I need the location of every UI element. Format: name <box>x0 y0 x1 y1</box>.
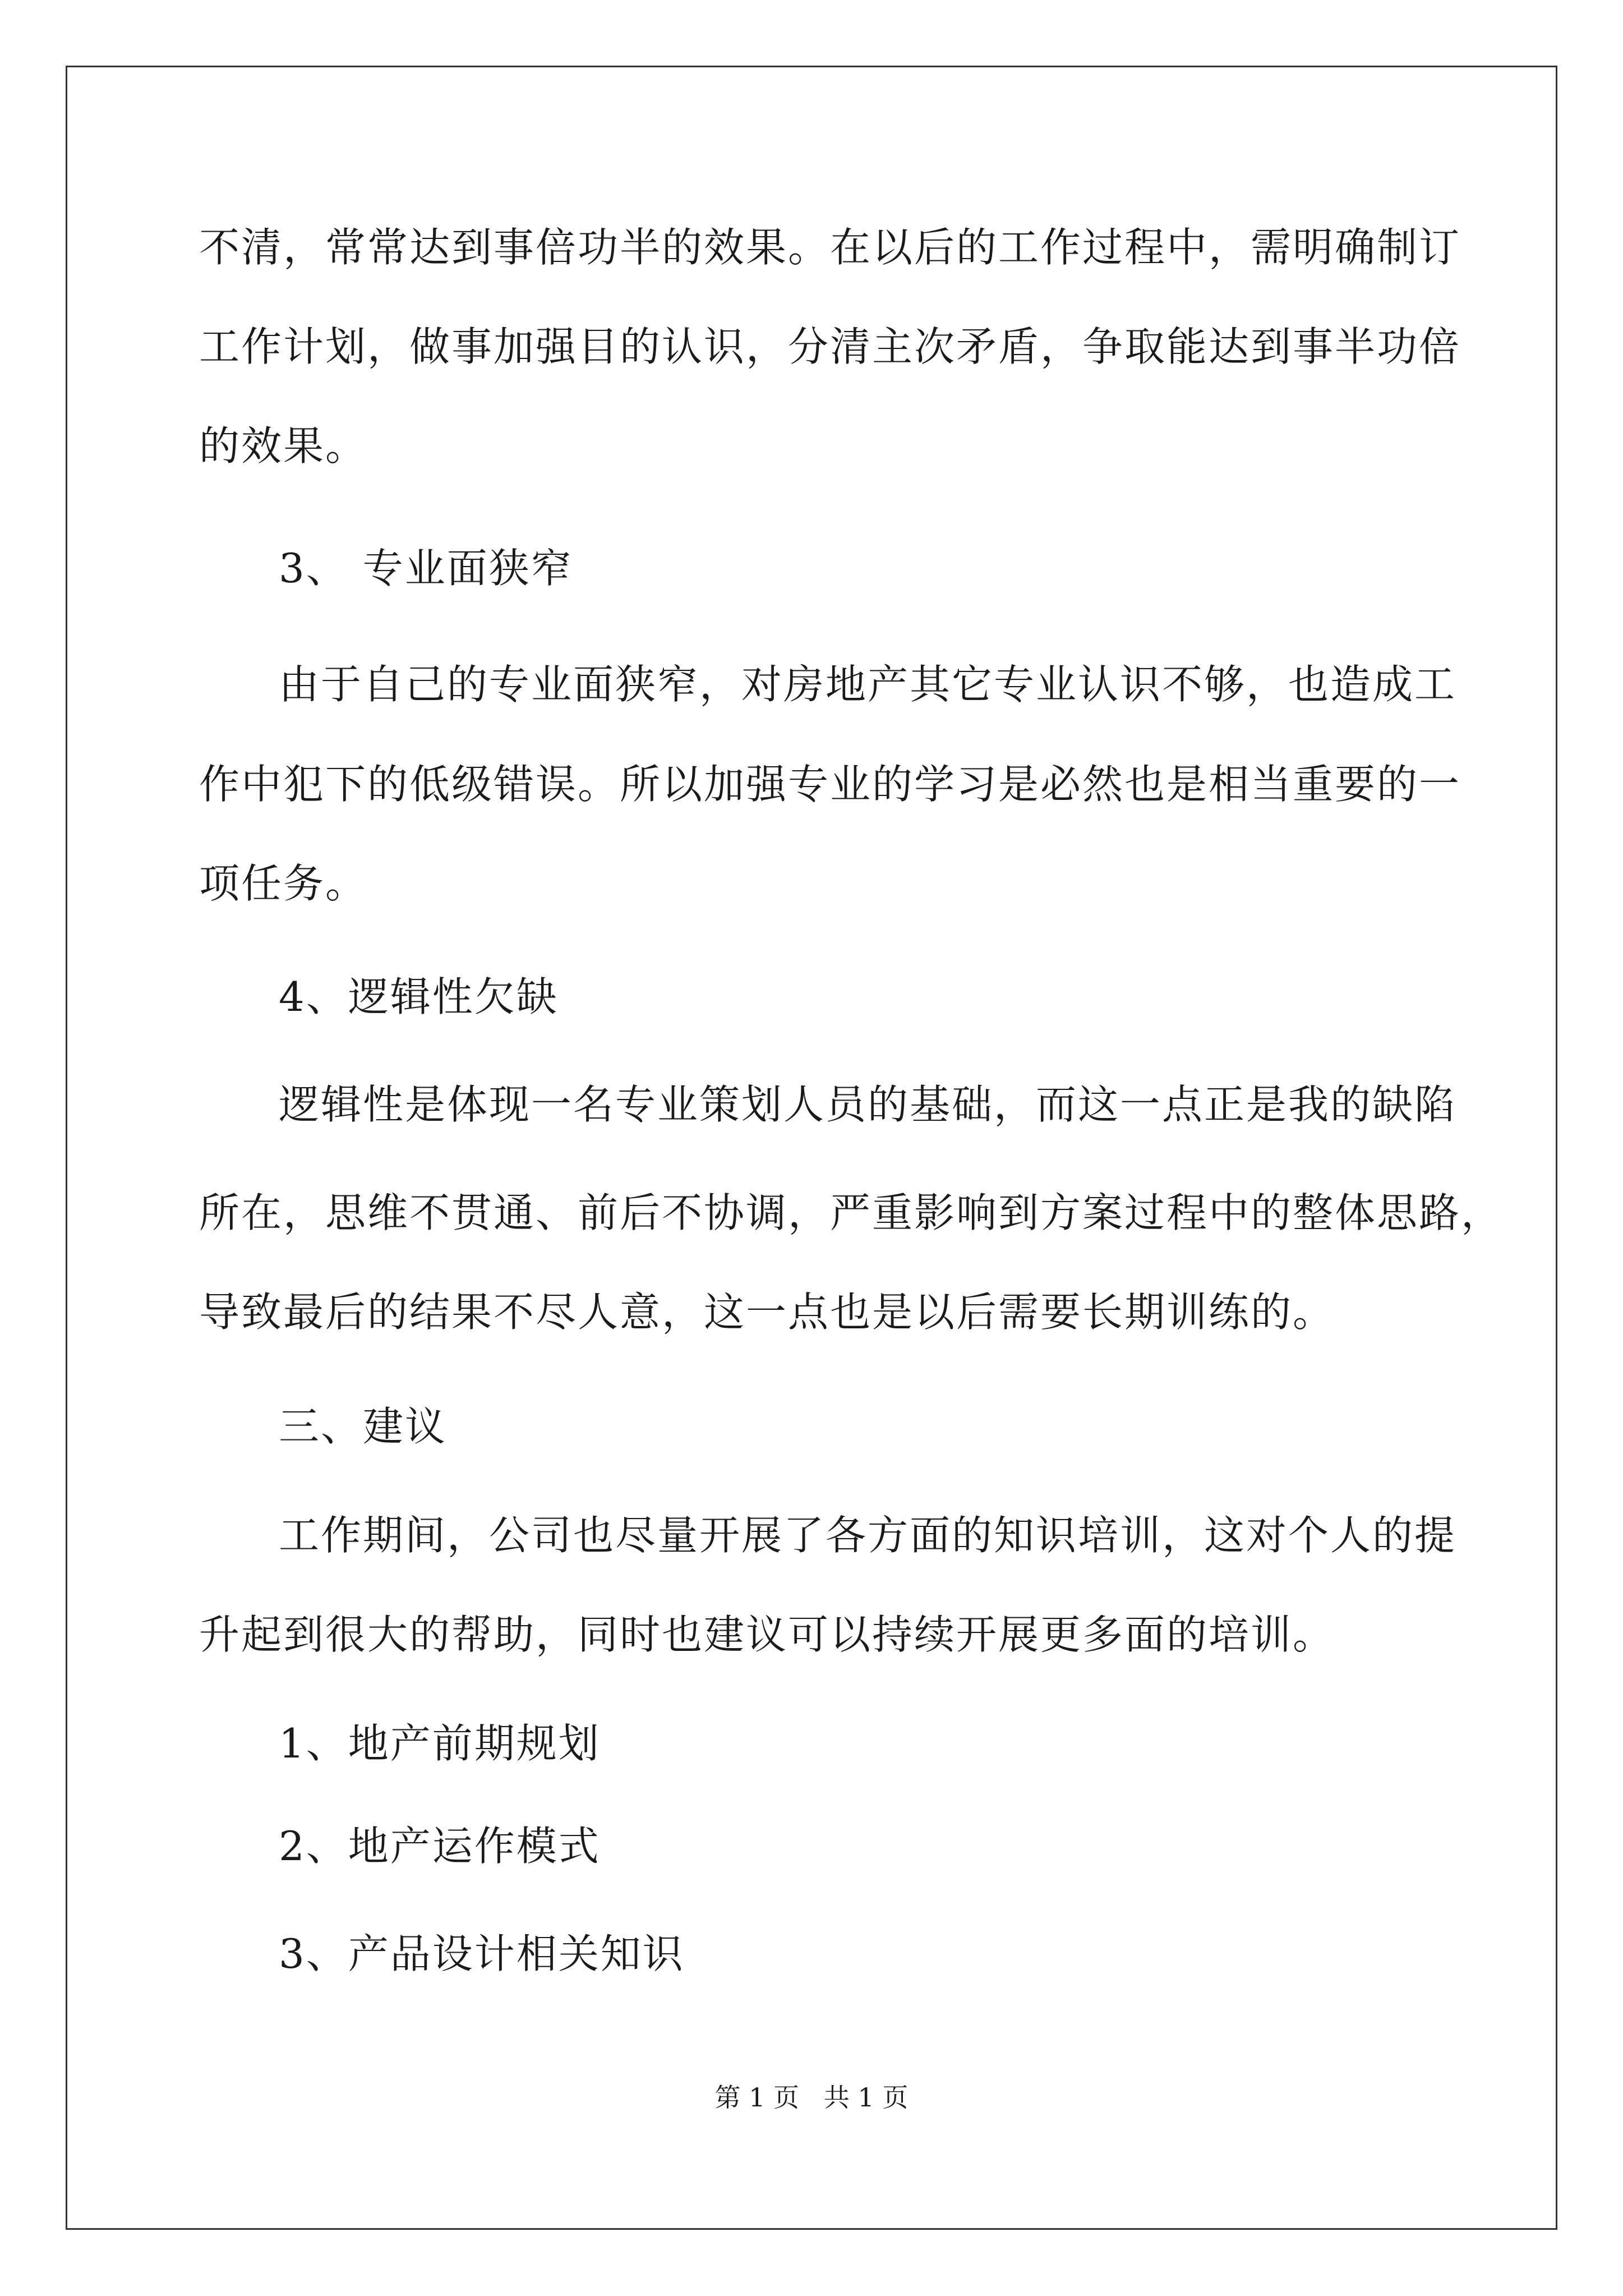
section-heading: 三、建议 <box>279 1403 448 1450</box>
paragraph-line: 作中犯下的低级错误。所以加强专业的学习是必然也是相当重要的一 <box>199 761 1461 808</box>
paragraph-line: 项任务。 <box>199 860 368 907</box>
paragraph-line: 的效果。 <box>199 422 368 470</box>
paragraph-line: 工作计划，做事加强目的认识，分清主次矛盾，争取能达到事半功倍 <box>199 323 1461 370</box>
paragraph-line: 逻辑性是体现一名专业策划人员的基础，而这一点正是我的缺陷 <box>279 1081 1457 1128</box>
paragraph-line: 导致最后的结果不尽人意，这一点也是以后需要长期训练的。 <box>199 1289 1335 1336</box>
paragraph-line: 升起到很大的帮助，同时也建议可以持续开展更多面的培训。 <box>199 1611 1335 1658</box>
list-item: 1、地产前期规划 <box>279 1720 601 1767</box>
page-footer: 第 1 页 共 1 页 <box>714 2082 909 2113</box>
list-item: 3、产品设计相关知识 <box>279 1930 685 1977</box>
paragraph-line: 由于自己的专业面狭窄，对房地产其它专业认识不够，也造成工 <box>279 661 1457 708</box>
paragraph-line: 不清，常常达到事倍功半的效果。在以后的工作过程中，需明确制订 <box>199 224 1461 271</box>
page-border <box>66 66 1557 2230</box>
list-item: 2、地产运作模式 <box>279 1823 601 1870</box>
section-heading: 3、 专业面狭窄 <box>279 545 573 592</box>
section-heading: 4、逻辑性欠缺 <box>279 973 559 1020</box>
paragraph-line: 所在，思维不贯通、前后不协调，严重影响到方案过程中的整体思路， <box>199 1189 1504 1236</box>
paragraph-line: 工作期间，公司也尽量开展了各方面的知识培训，这对个人的提 <box>279 1512 1457 1559</box>
